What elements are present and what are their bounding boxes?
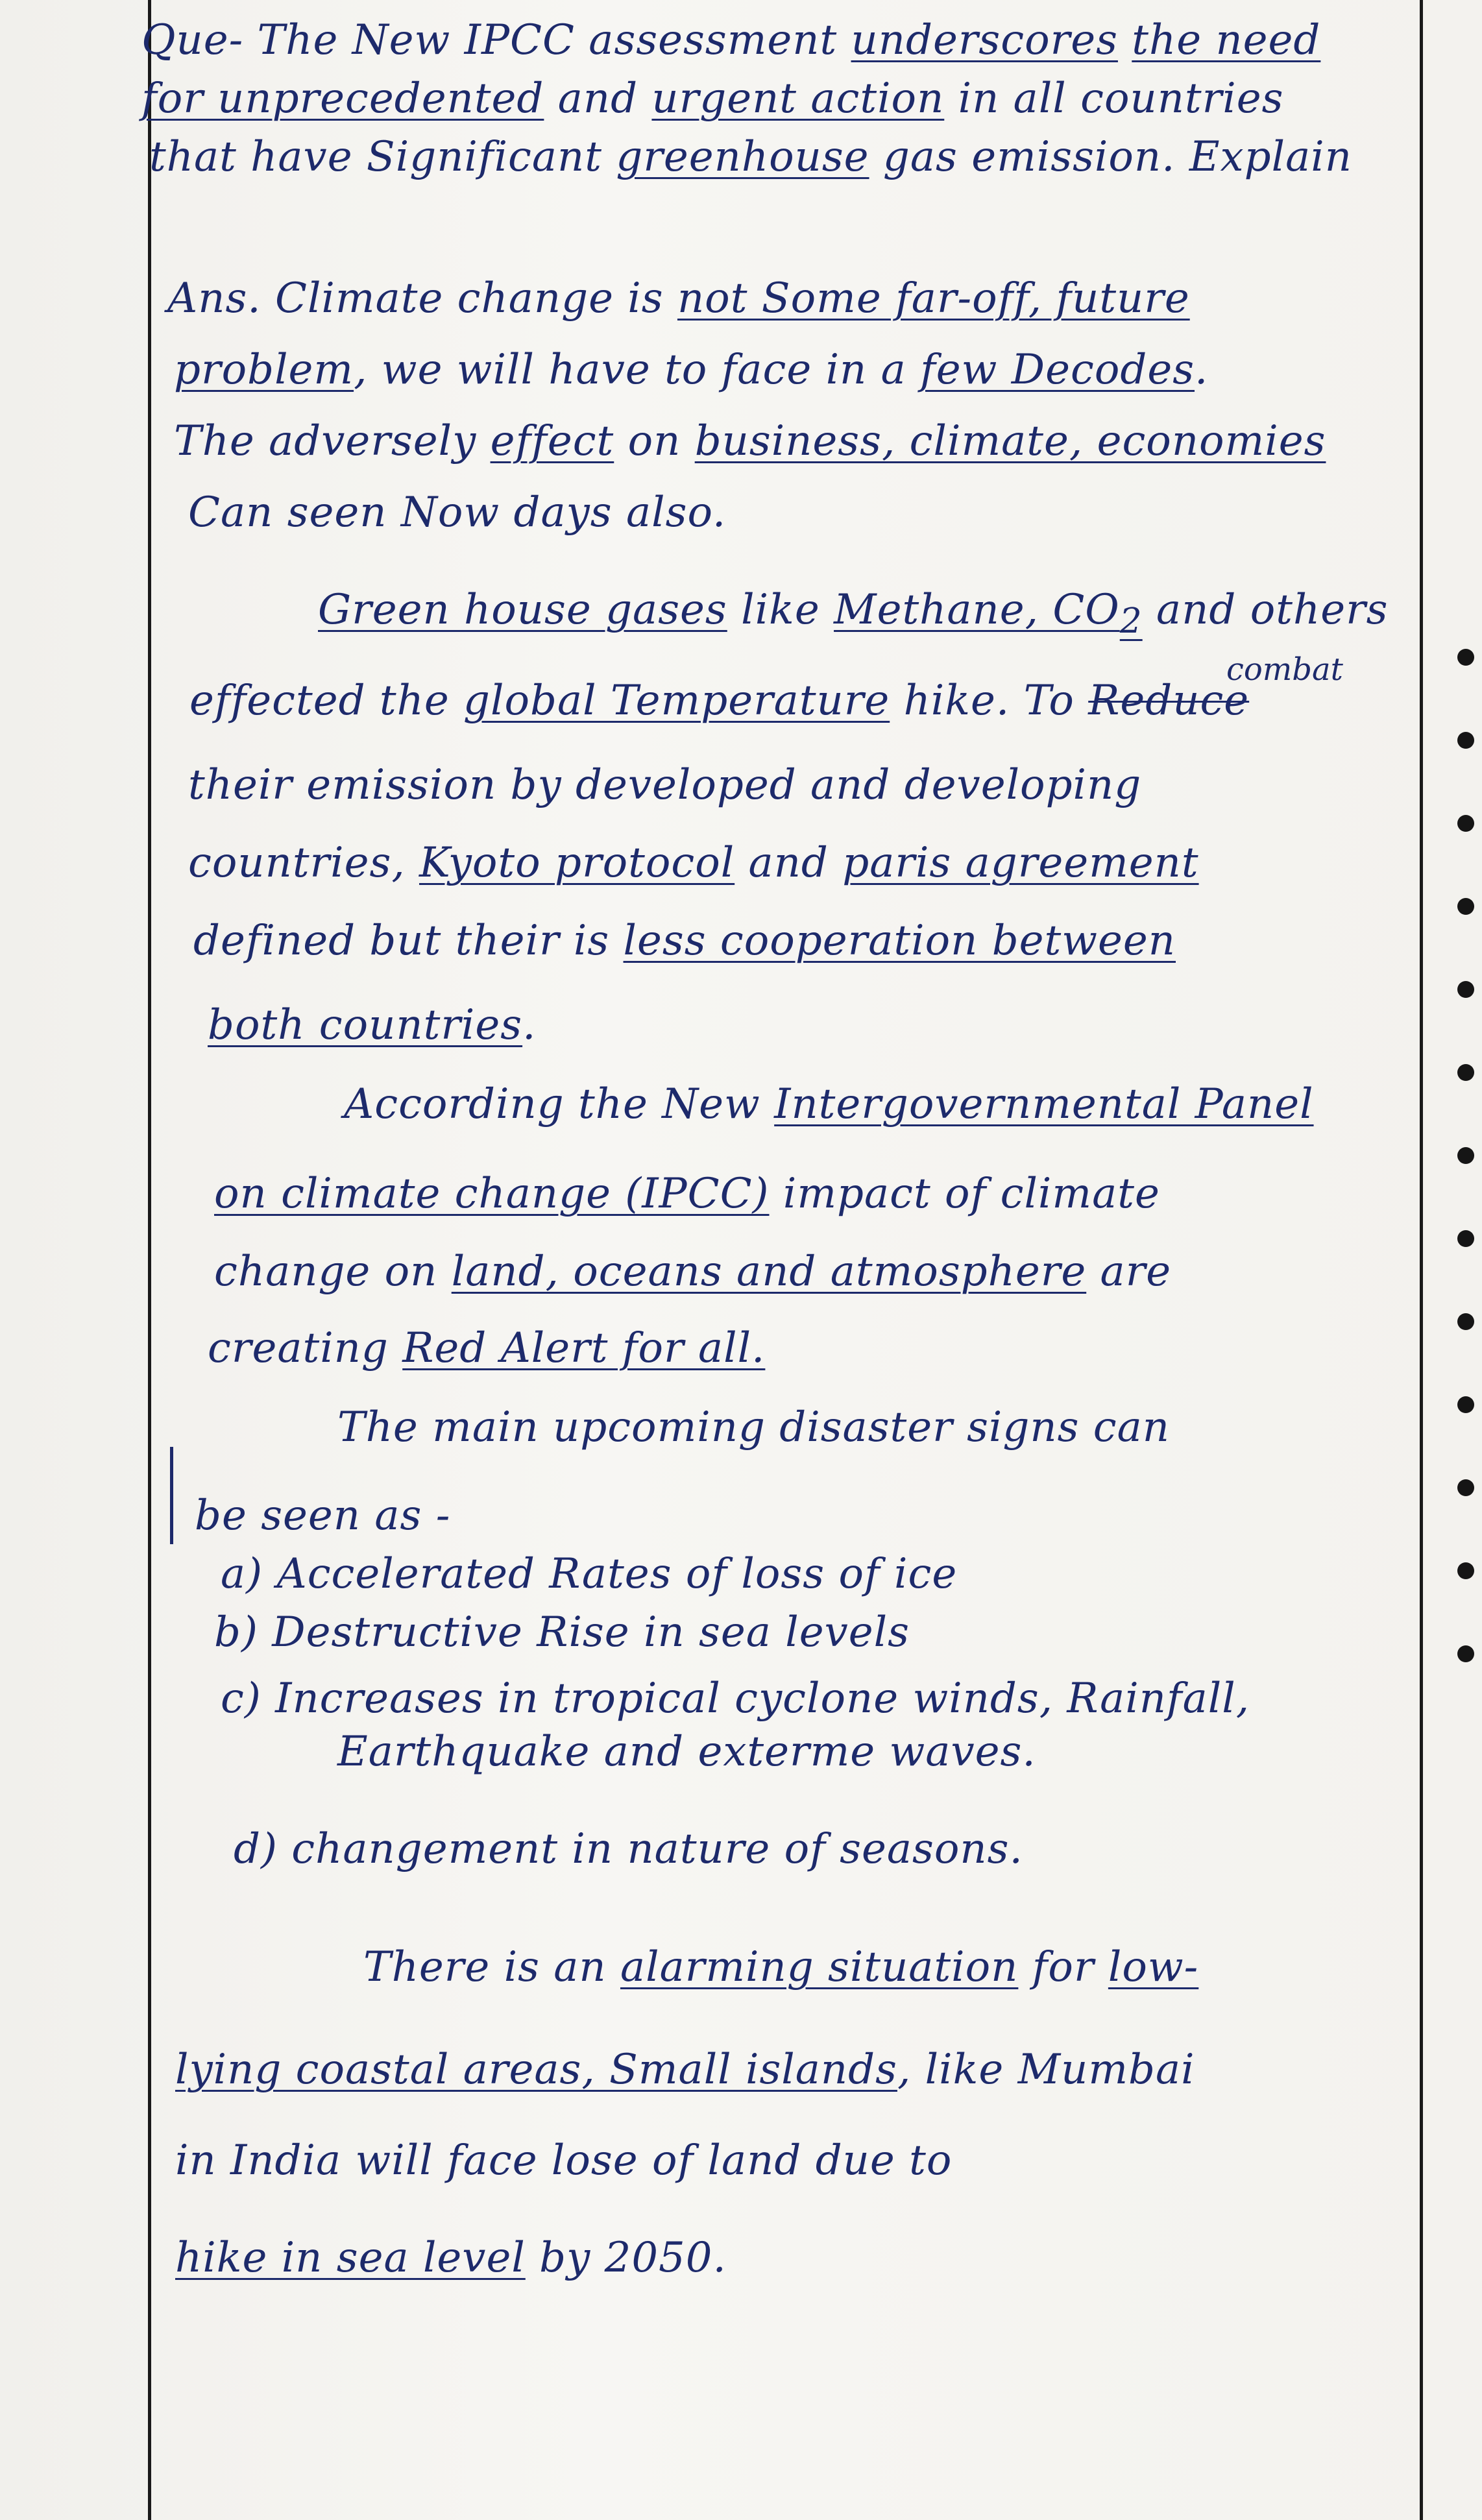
- binder-hole: [1457, 649, 1474, 666]
- binder-hole: [1457, 1230, 1474, 1247]
- right-margin-line: [1420, 0, 1423, 2520]
- list-item: a) Accelerated Rates of loss of ice: [221, 1550, 958, 1598]
- answer-line: in India will face lose of land due to: [175, 2137, 953, 2185]
- answer-line: Ans. Climate change is not Some far-off, future: [167, 274, 1190, 322]
- answer-line: their emission by developed and developing: [188, 761, 1142, 809]
- answer-line: both countries.: [208, 1001, 537, 1049]
- binder-hole: [1457, 1562, 1474, 1579]
- answer-line: The main upcoming disaster signs can: [337, 1403, 1170, 1451]
- answer-line: problem, we will have to face in a few Decodes.: [174, 346, 1209, 394]
- list-item: d) changement in nature of seasons.: [234, 1825, 1023, 1873]
- question-line-2: for unprecedented and urgent action in all countries: [141, 75, 1284, 123]
- margin-bracket-mark: [170, 1447, 173, 1544]
- list-item: b) Destructive Rise in sea levels: [214, 1608, 910, 1656]
- answer-line: change on land, oceans and atmosphere are: [214, 1248, 1172, 1296]
- answer-line: hike in sea level by 2050.: [175, 2234, 727, 2282]
- binder-hole: [1457, 815, 1474, 832]
- left-margin-line: [148, 0, 151, 2520]
- answer-line: effected the global Temperature hike. To Reduce: [189, 677, 1250, 725]
- binder-hole: [1457, 1064, 1474, 1081]
- answer-line: According the New Intergovernmental Panel: [344, 1080, 1314, 1128]
- inserted-word: combat: [1226, 651, 1343, 688]
- binder-hole: [1457, 1479, 1474, 1496]
- answer-line: lying coastal areas, Small islands, like Mumbai: [175, 2046, 1195, 2094]
- binder-hole: [1457, 898, 1474, 915]
- answer-line: The adversely effect on business, climate, economies: [174, 417, 1326, 465]
- answer-line: Can seen Now days also.: [188, 489, 727, 537]
- answer-line: creating Red Alert for all.: [208, 1324, 766, 1372]
- list-item: c) Increases in tropical cyclone winds, Rainfall,: [221, 1675, 1250, 1723]
- binder-hole: [1457, 1645, 1474, 1662]
- answer-line: be seen as -: [195, 1492, 451, 1540]
- list-item-continuation: Earthquake and exterme waves.: [337, 1728, 1036, 1776]
- question-line-1: Que- The New IPCC assessment underscores the need: [141, 16, 1321, 64]
- binder-hole: [1457, 1396, 1474, 1413]
- binder-hole: [1457, 732, 1474, 749]
- binder-hole: [1457, 981, 1474, 998]
- binder-hole: [1457, 1313, 1474, 1330]
- answer-line: Green house gases like Methane, $CO_2$ and others: [318, 586, 1389, 641]
- answer-line: on climate change (IPCC) impact of climate: [214, 1170, 1160, 1218]
- binder-hole: [1457, 1147, 1474, 1164]
- question-line-3: that have Significant greenhouse gas emission. Explain: [149, 133, 1352, 181]
- answer-line: defined but their is less cooperation between: [193, 917, 1176, 965]
- answer-line: There is an alarming situation for low-: [363, 1943, 1199, 1991]
- answer-line: countries, Kyoto protocol and paris agreement: [188, 839, 1199, 887]
